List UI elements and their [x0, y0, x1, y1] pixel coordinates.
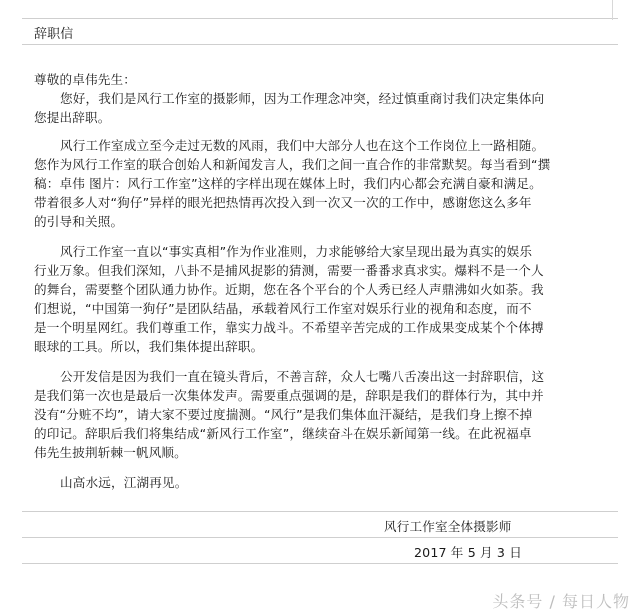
letter-line: 您作为风行工作室的联合创始人和新闻发言人，我们之间一直合作的非常默契。每当看到“撰 [34, 157, 551, 172]
letter-line: 们想说，“中国第一狗仔”是团队结晶，承载着风行工作室对娱乐行业的视角和态度，而不 [34, 301, 532, 316]
letter-line: 的引导和关照。 [34, 214, 124, 229]
letter-line: 公开发信是因为我们一直在镜头背后，不善言辞，众人七嘴八舌凑出这一封辞职信，这 [60, 369, 545, 384]
letter-line: 的印记。辞职后我们将集结成“新风行工作室”，继续奋斗在娱乐新闻第一线。在此祝福卓 [34, 426, 532, 441]
letter-line: 是我们第一次也是最后一次集体发声。需要重点强调的是，辞职是我们的群体行为，其中并 [34, 388, 544, 403]
letter-line: 您提出辞职。 [34, 110, 111, 125]
letter-line: 是一个明星网红。我们尊重工作，靠实力战斗。不希望辛苦完成的工作成果变成某个个体搏 [34, 320, 544, 335]
letter-line: 眼球的工具。所以，我们集体提出辞职。 [34, 339, 264, 354]
letter-line: 带着很多人对“狗仔”异样的眼光把热情再次投入到一次又一次的工作中，感谢您这么多年 [34, 195, 532, 210]
salutation: 尊敬的卓伟先生： [34, 72, 136, 87]
watermark: 头条号 / 每日人物 [492, 592, 630, 611]
letter-line: 风行工作室一直以“事实真相”作为作业准则，力求能够给大家呈现出最为真实的娱乐 [60, 244, 533, 259]
letter-line: 没有“分赃不均”，请大家不要过度揣测。“风行”是我们集体血汗凝结，是我们身上擦不掉 [34, 407, 533, 422]
letter-line: 山高水远，江湖再见。 [60, 475, 188, 490]
signature-date: 2017 年 5 月 3 日 [414, 545, 522, 560]
rule-line [22, 563, 618, 564]
letter-line: 风行工作室成立至今走过无数的风雨，我们中大部分人也在这个工作岗位上一路相随。 [60, 138, 545, 153]
letter-line: 的舞台，需要整个团队通力协作。近期，您在各个平台的个人秀已经人声鼎沸如火如荼。我 [34, 282, 544, 297]
letter-line: 伟先生披荆斩棘一帆风顺。 [34, 445, 187, 460]
rule-line [22, 511, 618, 512]
letter-line: 您好，我们是风行工作室的摄影师，因为工作理念冲突，经过慎重商讨我们决定集体向 [60, 91, 545, 106]
letter-line: 行业万象。但我们深知，八卦不是捕风捉影的猜测，需要一番番求真求实。爆料不是一个人 [34, 263, 544, 278]
page-edge-line [612, 0, 613, 20]
letter-title: 辞职信 [34, 27, 74, 42]
letter-line: 稿：卓伟 图片：风行工作室”这样的字样出现在媒体上时，我们内心都会充满自豪和满足。 [34, 176, 542, 191]
signature: 风行工作室全体摄影师 [384, 519, 512, 534]
rule-line [22, 537, 618, 538]
rule-line [22, 18, 618, 19]
rule-line [22, 44, 618, 45]
